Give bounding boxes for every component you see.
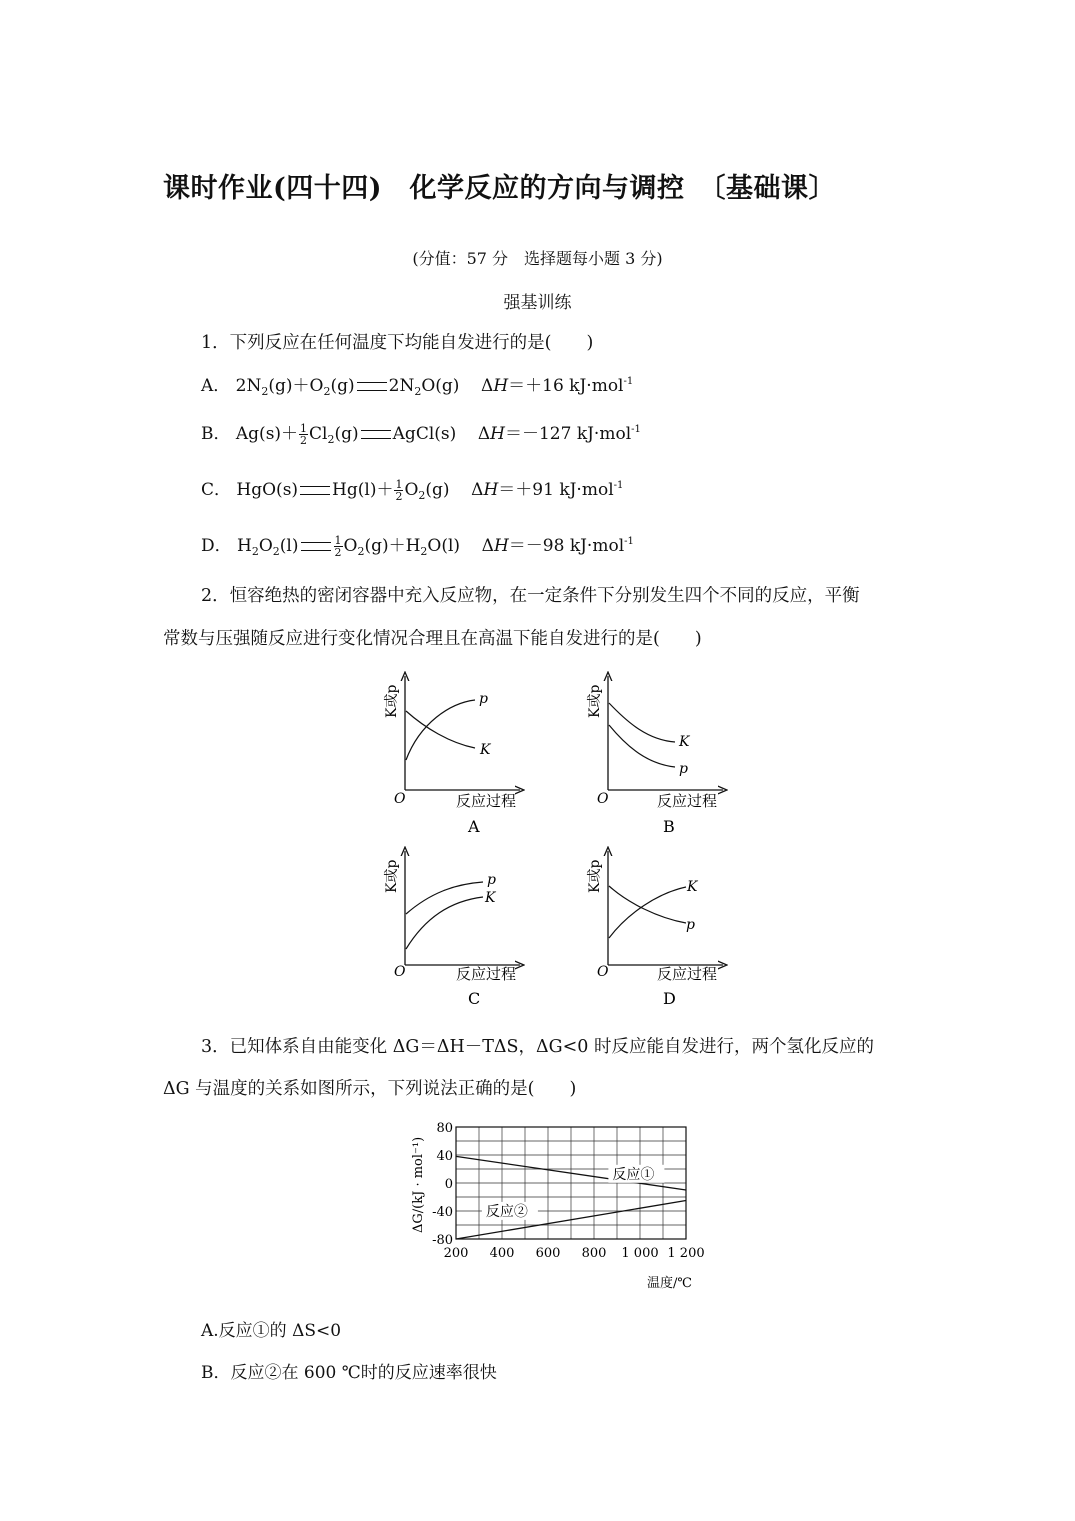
delta-g-chart	[400, 1115, 720, 1295]
chart-grid	[456, 1127, 686, 1239]
q2-stem-line1: 2．恒容绝热的密闭容器中充入反应物，在一定条件下分别发生四个不同的反应，平衡	[201, 586, 860, 606]
graph-b	[587, 676, 723, 836]
q1-stem: 1．下列反应在任何温度下均能自发进行的是( )	[201, 333, 594, 353]
q1-option-a: A． $2N_2(g)+O_2(g)$ $2N_2O(g)$ ΔH＝＋16 kJ·mol$^{-1}$	[201, 376, 634, 398]
x-tick-label: 1 000	[621, 1246, 659, 1261]
q1-option-b: B． Ag(s)＋ $\frac{1}{2}$ $Cl_2(g)$ AgCl(s) ΔH＝－127 kJ·mol$^{-1}$	[201, 422, 641, 447]
series-label-2: 反应②	[485, 1203, 528, 1220]
y-tick-label: 0	[444, 1177, 453, 1192]
svg-text:p: p	[679, 761, 688, 777]
graph-label-c: C	[468, 989, 481, 1008]
x-tick-label: 400	[489, 1246, 515, 1261]
x-axis-label: 反应过程	[456, 792, 517, 810]
graph-a	[384, 676, 520, 836]
x-tick-label: 1 200	[667, 1246, 705, 1261]
graph-label-d: D	[663, 989, 676, 1008]
x-axis-label: 温度/℃	[647, 1276, 692, 1291]
svg-text:p: p	[686, 917, 695, 933]
svg-text:K或p: K或p	[384, 859, 400, 893]
svg-text:p: p	[487, 872, 496, 888]
svg-text:K或p: K或p	[587, 684, 603, 718]
x-tick-label: 600	[535, 1246, 561, 1261]
q1-option-d: D． $H_2O_2(l)$ $\frac{1}{2}$ $O_2(g)+H_2O(l)$ ΔH＝－98 kJ·mol$^{-1}$	[201, 534, 634, 559]
x-tick-label: 200	[443, 1246, 469, 1261]
graph-label-a: A	[468, 817, 480, 836]
curve-k	[406, 711, 475, 748]
svg-text:反应过程: 反应过程	[456, 965, 517, 983]
q3-stem-line2: ΔG 与温度的关系如图所示，下列说法正确的是( )	[163, 1079, 577, 1099]
curve-p	[609, 886, 686, 923]
svg-text:K: K	[679, 734, 690, 750]
y-tick-label: 40	[436, 1149, 453, 1164]
y-tick-label: 80	[436, 1121, 453, 1136]
q2-stem-line2: 常数与压强随反应进行变化情况合理且在高温下能自发进行的是( )	[163, 629, 702, 649]
svg-text:O: O	[597, 964, 609, 980]
score-info: (分值：57 分 选择题每小题 3 分)	[412, 249, 663, 268]
x-tick-label: 800	[581, 1246, 607, 1261]
q1-option-c: C． HgO(s) Hg(l)＋ $\frac{1}{2}$ $O_2(g)$ ΔH＝＋91 kJ·mol$^{-1}$	[201, 478, 624, 503]
svg-text:O: O	[597, 791, 609, 807]
section-heading: 强基训练	[503, 293, 572, 313]
svg-text:O: O	[394, 791, 406, 807]
y-tick-label: -40	[432, 1205, 453, 1220]
curve-p	[406, 700, 475, 760]
svg-text:反应过程: 反应过程	[657, 792, 718, 810]
svg-text:O: O	[394, 964, 406, 980]
series-label-1: 反应①	[612, 1166, 655, 1183]
y-tick-label: -80	[432, 1233, 453, 1248]
svg-text:K: K	[687, 879, 698, 895]
graph-label-b: B	[663, 817, 675, 836]
page-title: 课时作业(四十四) 化学反应的方向与调控 〔基础课〕	[163, 173, 837, 204]
y-axis-label: ΔG/(kJ · mol⁻¹)	[411, 1136, 426, 1233]
svg-text:K: K	[480, 742, 491, 758]
graph-c	[384, 851, 520, 1008]
svg-text:K: K	[485, 890, 496, 906]
q3-stem-line1: 3．已知体系自由能变化 ΔG＝ΔH－TΔS，ΔG<0 时反应能自发进行，两个氢化反应的	[201, 1037, 874, 1057]
svg-text:反应过程: 反应过程	[657, 965, 718, 983]
svg-text:K或p: K或p	[587, 859, 603, 893]
q3-option-b: B．反应②在 600 ℃时的反应速率很快	[201, 1363, 497, 1383]
q2-graphs	[370, 668, 750, 1013]
svg-text:p: p	[479, 691, 488, 707]
graph-d	[587, 851, 723, 1008]
y-axis-label: K或p	[384, 684, 400, 718]
q3-option-a: A.反应①的 ΔS<0	[201, 1321, 342, 1341]
